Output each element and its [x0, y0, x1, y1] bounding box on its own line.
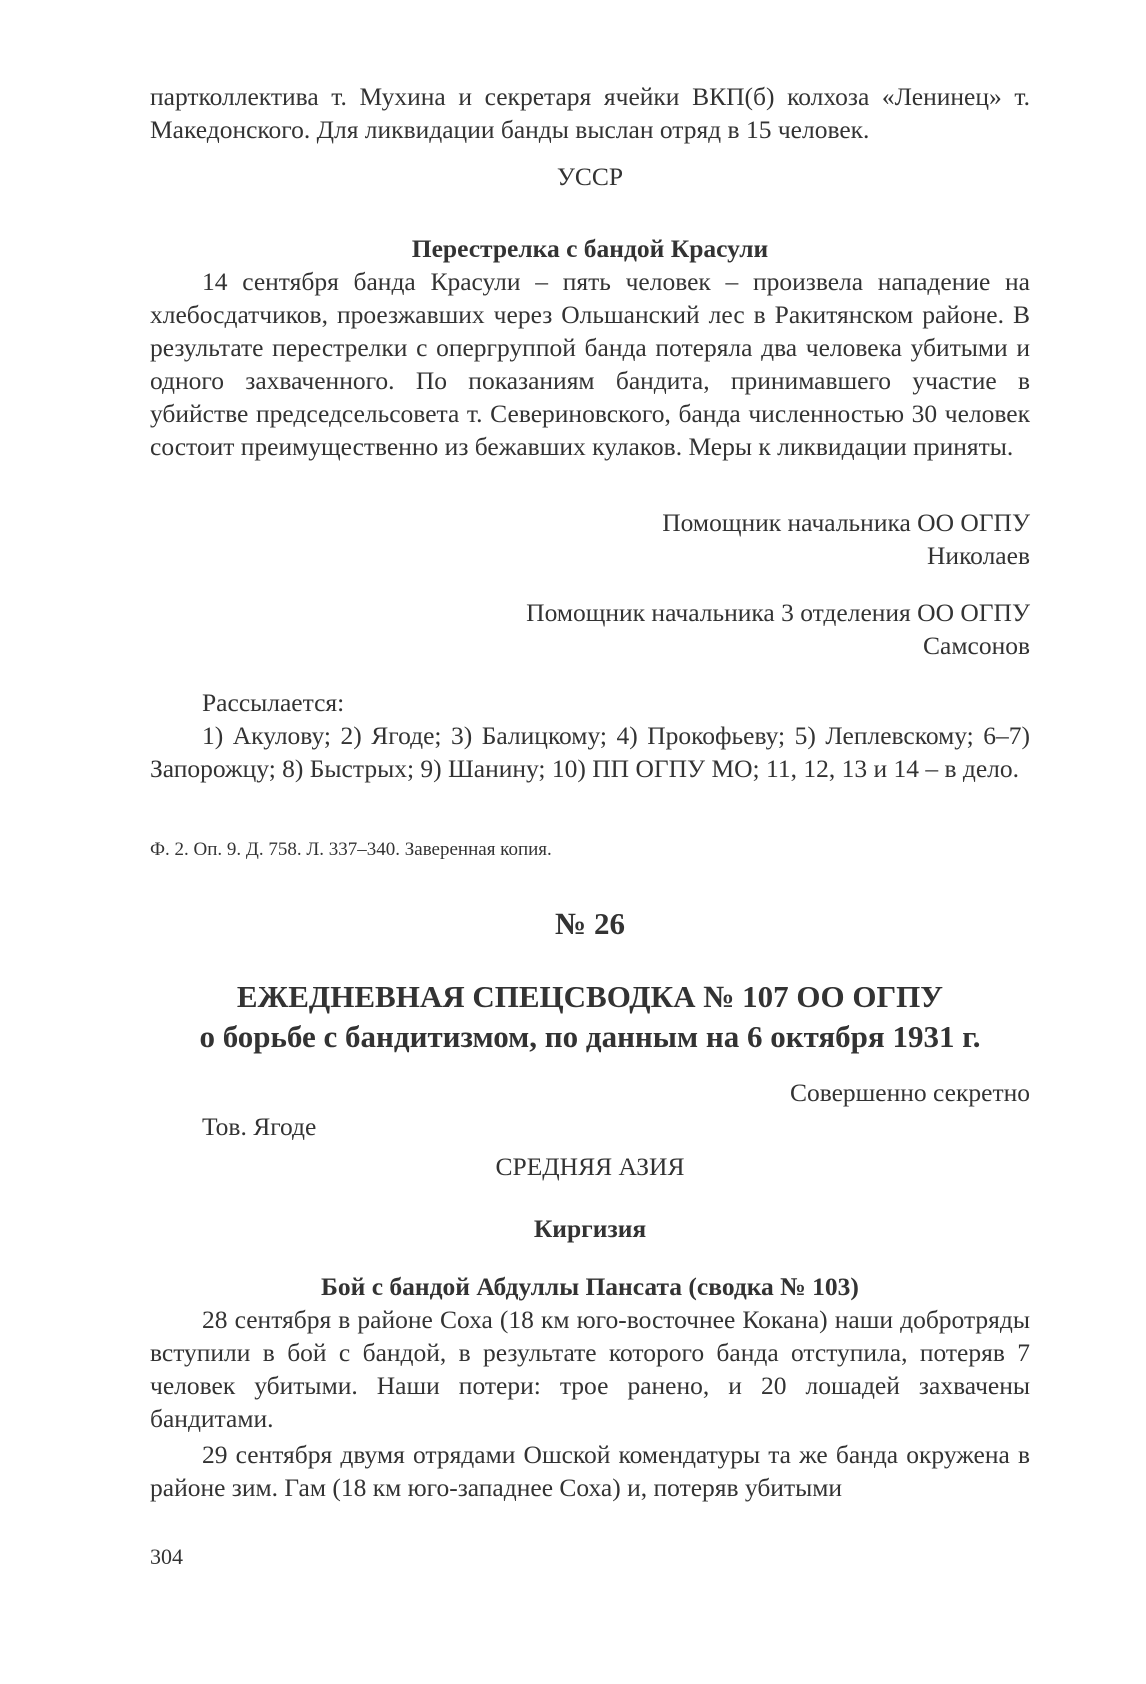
region-heading: УССР: [556, 162, 624, 191]
continuation-paragraph: партколлектива т. Мухина и секретаря ячейки ВКП(б) колхоза «Ленинец» т. Македонского. Для ликвидации банды выслан отряд в 15 человек.: [150, 82, 1030, 144]
signature-title: Помощник начальника ОО ОГПУ: [662, 508, 1030, 537]
signature-name: Самсонов: [923, 631, 1030, 660]
region-heading: СРЕДНЯЯ АЗИЯ: [495, 1152, 685, 1181]
page-number: 304: [150, 1544, 183, 1569]
addressee: Тов. Ягоде: [202, 1112, 317, 1141]
section-heading: Бой с бандой Абдуллы Пансата (сводка № 103): [321, 1272, 859, 1301]
distribution-label: Рассылается:: [202, 688, 345, 717]
document-title: ЕЖЕДНЕВНАЯ СПЕЦСВОДКА № 107 ОО ОГПУ: [236, 979, 944, 1014]
section-heading: Перестрелка с бандой Красули: [411, 234, 769, 263]
archive-reference: Ф. 2. Оп. 9. Д. 758. Л. 337–340. Заверенная копия.: [150, 839, 552, 860]
body-paragraph: 14 сентября банда Красули – пять человек – произвела нападение на хлебосдатчиков, проезжавших через Ольшанский лес в Ракитянском районе. В результате перестрелки с опергруппой банда потеряла два человека убитыми и одного захваченного. По показаниям бандита, принимавшего участие в убийстве председсельсовета т. Севериновского, банда численностью 30 человек состоит преимущественно из бежавших кулаков. Меры к ликвидации приняты.: [150, 267, 1030, 461]
classification-label: Совершенно секретно: [789, 1078, 1030, 1107]
body-paragraph: 28 сентября в районе Соха (18 км юго-восточнее Кокана) наши добротряды вступили в бой с бандой, в результате которого банда отступила, потеряв 7 человек убитыми. Наши потери: трое ранено, и 20 лошадей захвачены бандитами.: [150, 1305, 1030, 1433]
subregion-heading: Киргизия: [533, 1214, 647, 1243]
distribution-list: 1) Акулову; 2) Ягоде; 3) Балицкому; 4) Прокофьеву; 5) Леплевскому; 6–7) Запорожцу; 8) Быстрых; 9) Шанину; 10) ПП ОГПУ МО; 11, 12, 13 и 14 – в дело.: [150, 721, 1030, 783]
signature-title: Помощник начальника 3 отделения ОО ОГПУ: [526, 598, 1030, 627]
document-number: № 26: [555, 906, 625, 941]
document-subtitle: о борьбе с бандитизмом, по данным на 6 октября 1931 г.: [199, 1019, 981, 1054]
body-paragraph: 29 сентября двумя отрядами Ошской комендатуры та же банда окружена в районе зим. Гам (18 км юго-западнее Соха) и, потеряв убитыми: [150, 1440, 1030, 1502]
signature-name: Николаев: [927, 541, 1030, 570]
